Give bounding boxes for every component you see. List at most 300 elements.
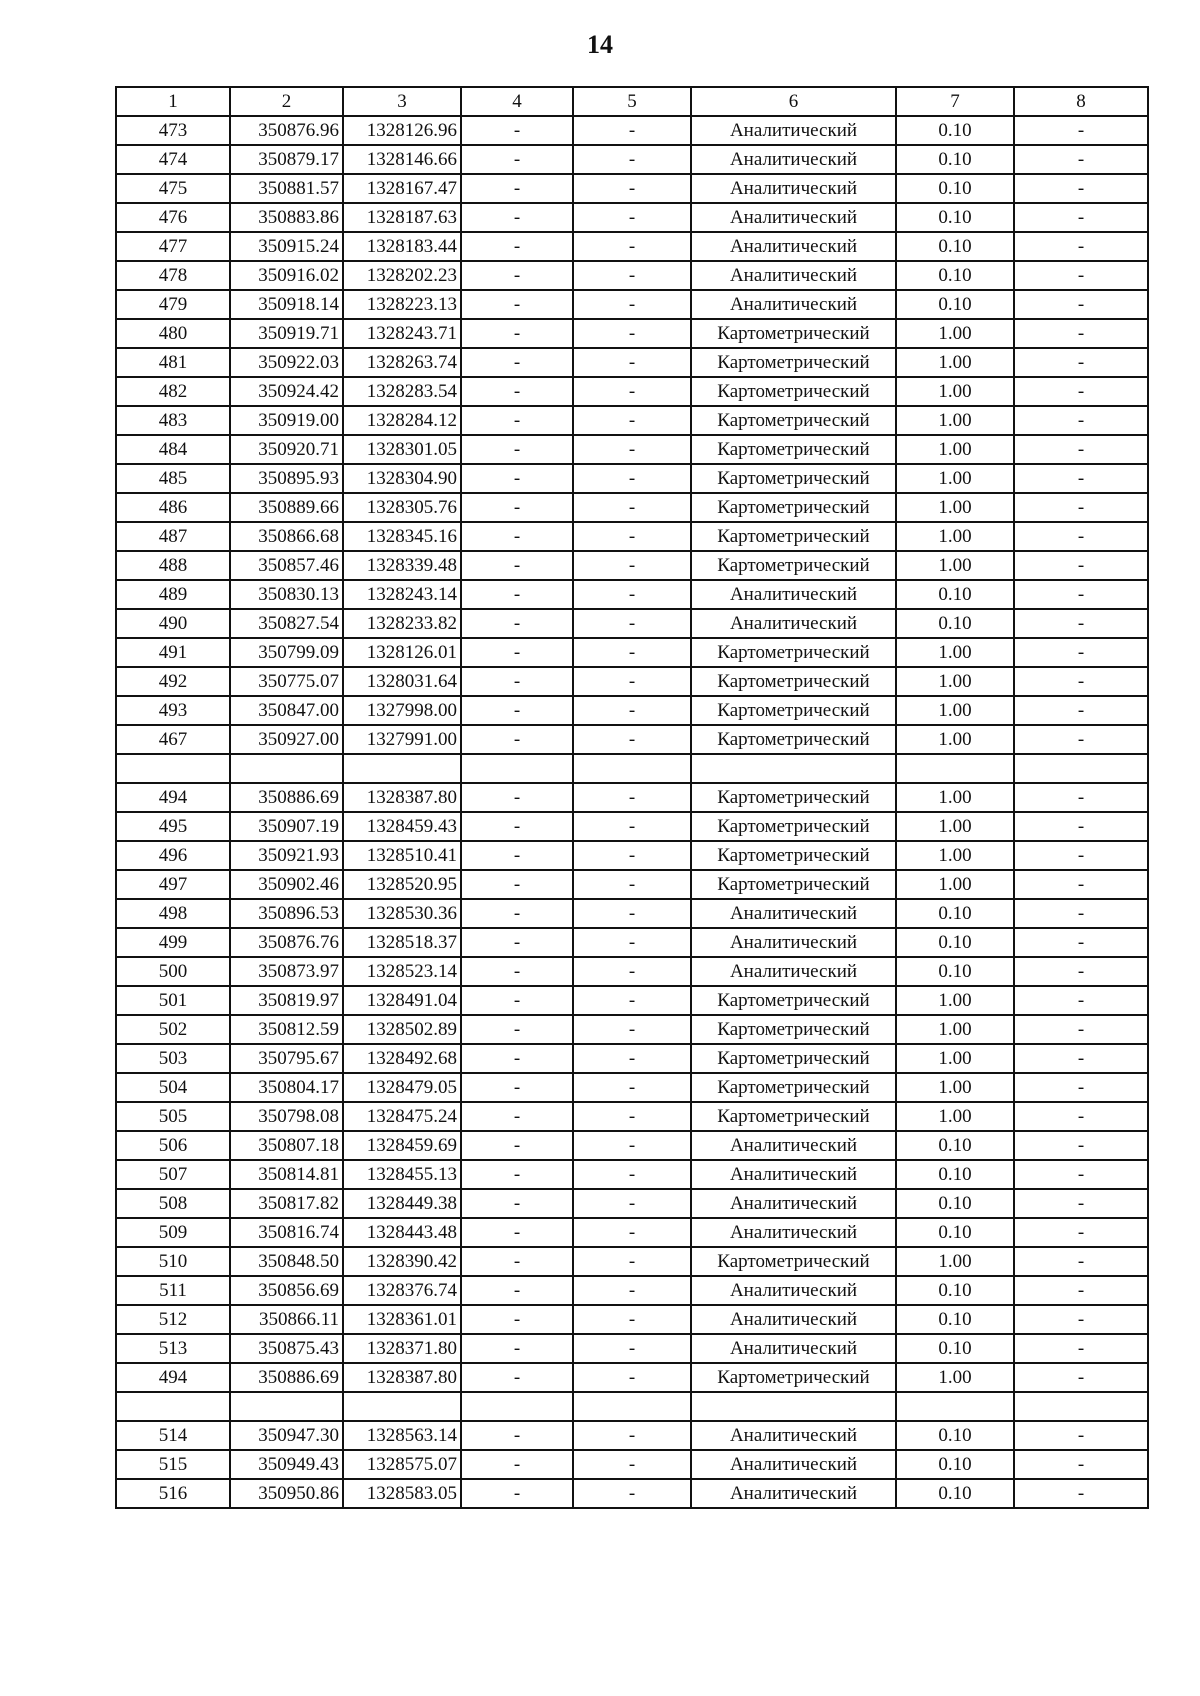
method-cell: Картометрический bbox=[691, 696, 896, 725]
col8-cell: - bbox=[1014, 1450, 1148, 1479]
y-coordinate-cell: 1328223.13 bbox=[343, 290, 461, 319]
col4-cell: - bbox=[461, 1305, 573, 1334]
col8-cell: - bbox=[1014, 1015, 1148, 1044]
col5-cell: - bbox=[573, 406, 691, 435]
point-number-cell bbox=[116, 754, 230, 783]
accuracy-cell: 1.00 bbox=[896, 870, 1014, 899]
y-coordinate-cell: 1328492.68 bbox=[343, 1044, 461, 1073]
y-coordinate-cell: 1328390.42 bbox=[343, 1247, 461, 1276]
table-row bbox=[116, 1276, 1148, 1305]
y-coordinate-cell: 1328518.37 bbox=[343, 928, 461, 957]
table-row bbox=[116, 551, 1148, 580]
y-coordinate-cell: 1328202.23 bbox=[343, 261, 461, 290]
col4-cell: - bbox=[461, 667, 573, 696]
x-coordinate-cell: 350876.96 bbox=[230, 116, 343, 145]
method-cell: Аналитический bbox=[691, 1276, 896, 1305]
point-number-cell: 467 bbox=[116, 725, 230, 754]
accuracy-cell: 1.00 bbox=[896, 493, 1014, 522]
col5-cell: - bbox=[573, 1015, 691, 1044]
col4-cell: - bbox=[461, 725, 573, 754]
accuracy-cell: 0.10 bbox=[896, 957, 1014, 986]
col8-cell bbox=[1014, 1392, 1148, 1421]
table-row bbox=[116, 1218, 1148, 1247]
accuracy-cell: 1.00 bbox=[896, 725, 1014, 754]
y-coordinate-cell: 1328376.74 bbox=[343, 1276, 461, 1305]
method-cell: Картометрический bbox=[691, 522, 896, 551]
accuracy-cell: 0.10 bbox=[896, 1421, 1014, 1450]
accuracy-cell: 1.00 bbox=[896, 348, 1014, 377]
point-number-cell: 483 bbox=[116, 406, 230, 435]
col5-cell: - bbox=[573, 609, 691, 638]
col8-cell: - bbox=[1014, 435, 1148, 464]
col4-cell: - bbox=[461, 1450, 573, 1479]
y-coordinate-cell: 1328523.14 bbox=[343, 957, 461, 986]
col8-cell: - bbox=[1014, 957, 1148, 986]
col8-cell: - bbox=[1014, 638, 1148, 667]
accuracy-cell bbox=[896, 1392, 1014, 1421]
col5-cell: - bbox=[573, 551, 691, 580]
col8-cell: - bbox=[1014, 290, 1148, 319]
col5-cell: - bbox=[573, 1421, 691, 1450]
col8-cell: - bbox=[1014, 377, 1148, 406]
point-number-cell: 506 bbox=[116, 1131, 230, 1160]
point-number-cell: 511 bbox=[116, 1276, 230, 1305]
point-number-cell: 494 bbox=[116, 783, 230, 812]
method-cell: Картометрический bbox=[691, 377, 896, 406]
table-row bbox=[116, 319, 1148, 348]
y-coordinate-cell: 1328243.71 bbox=[343, 319, 461, 348]
table-row bbox=[116, 841, 1148, 870]
method-cell: Аналитический bbox=[691, 232, 896, 261]
col5-cell: - bbox=[573, 841, 691, 870]
method-cell: Аналитический bbox=[691, 609, 896, 638]
table-row bbox=[116, 522, 1148, 551]
col5-cell: - bbox=[573, 1450, 691, 1479]
method-cell: Картометрический bbox=[691, 348, 896, 377]
table-row bbox=[116, 725, 1148, 754]
y-coordinate-cell bbox=[343, 1392, 461, 1421]
x-coordinate-cell: 350927.00 bbox=[230, 725, 343, 754]
col4-cell: - bbox=[461, 957, 573, 986]
point-number-cell: 487 bbox=[116, 522, 230, 551]
x-coordinate-cell: 350856.69 bbox=[230, 1276, 343, 1305]
col5-cell: - bbox=[573, 957, 691, 986]
method-cell: Картометрический bbox=[691, 638, 896, 667]
table-row bbox=[116, 1073, 1148, 1102]
y-coordinate-cell: 1328126.01 bbox=[343, 638, 461, 667]
page-number: 14 bbox=[587, 30, 613, 59]
x-coordinate-cell: 350907.19 bbox=[230, 812, 343, 841]
col8-cell: - bbox=[1014, 1363, 1148, 1392]
col8-cell: - bbox=[1014, 725, 1148, 754]
col8-cell: - bbox=[1014, 609, 1148, 638]
col8-cell: - bbox=[1014, 406, 1148, 435]
col4-cell: - bbox=[461, 1189, 573, 1218]
table-row bbox=[116, 580, 1148, 609]
col4-cell: - bbox=[461, 522, 573, 551]
col4-cell bbox=[461, 1392, 573, 1421]
y-coordinate-cell: 1328575.07 bbox=[343, 1450, 461, 1479]
method-cell: Аналитический bbox=[691, 203, 896, 232]
col8-cell: - bbox=[1014, 1421, 1148, 1450]
col4-cell: - bbox=[461, 377, 573, 406]
accuracy-cell: 1.00 bbox=[896, 1015, 1014, 1044]
x-coordinate-cell: 350866.11 bbox=[230, 1305, 343, 1334]
y-coordinate-cell: 1327991.00 bbox=[343, 725, 461, 754]
y-coordinate-cell: 1328563.14 bbox=[343, 1421, 461, 1450]
col5-cell: - bbox=[573, 116, 691, 145]
point-number-cell: 484 bbox=[116, 435, 230, 464]
col5-cell: - bbox=[573, 1131, 691, 1160]
col5-cell: - bbox=[573, 928, 691, 957]
x-coordinate-cell: 350919.71 bbox=[230, 319, 343, 348]
y-coordinate-cell: 1328479.05 bbox=[343, 1073, 461, 1102]
point-number-cell: 481 bbox=[116, 348, 230, 377]
col4-cell bbox=[461, 754, 573, 783]
table-row bbox=[116, 1392, 1148, 1421]
point-number-cell: 510 bbox=[116, 1247, 230, 1276]
point-number-cell: 488 bbox=[116, 551, 230, 580]
col5-cell: - bbox=[573, 1247, 691, 1276]
point-number-cell: 515 bbox=[116, 1450, 230, 1479]
method-cell bbox=[691, 1392, 896, 1421]
accuracy-cell: 0.10 bbox=[896, 174, 1014, 203]
point-number-cell: 489 bbox=[116, 580, 230, 609]
table-row bbox=[116, 116, 1148, 145]
column-header: 7 bbox=[896, 87, 1014, 116]
point-number-cell: 502 bbox=[116, 1015, 230, 1044]
col5-cell: - bbox=[573, 464, 691, 493]
table-row bbox=[116, 1044, 1148, 1073]
method-cell: Картометрический bbox=[691, 1073, 896, 1102]
col8-cell: - bbox=[1014, 348, 1148, 377]
accuracy-cell: 0.10 bbox=[896, 232, 1014, 261]
col8-cell: - bbox=[1014, 1131, 1148, 1160]
column-header: 4 bbox=[461, 87, 573, 116]
col4-cell: - bbox=[461, 1334, 573, 1363]
header-row bbox=[116, 87, 1148, 116]
table-row bbox=[116, 638, 1148, 667]
x-coordinate-cell: 350922.03 bbox=[230, 348, 343, 377]
method-cell: Картометрический bbox=[691, 783, 896, 812]
column-header: 5 bbox=[573, 87, 691, 116]
x-coordinate-cell: 350775.07 bbox=[230, 667, 343, 696]
col4-cell: - bbox=[461, 348, 573, 377]
accuracy-cell: 1.00 bbox=[896, 783, 1014, 812]
accuracy-cell: 0.10 bbox=[896, 580, 1014, 609]
table-row bbox=[116, 899, 1148, 928]
table-row bbox=[116, 1102, 1148, 1131]
col4-cell: - bbox=[461, 696, 573, 725]
x-coordinate-cell: 350819.97 bbox=[230, 986, 343, 1015]
col5-cell: - bbox=[573, 870, 691, 899]
col5-cell: - bbox=[573, 348, 691, 377]
method-cell: Аналитический bbox=[691, 1131, 896, 1160]
col8-cell: - bbox=[1014, 667, 1148, 696]
x-coordinate-cell: 350875.43 bbox=[230, 1334, 343, 1363]
col4-cell: - bbox=[461, 812, 573, 841]
y-coordinate-cell: 1328301.05 bbox=[343, 435, 461, 464]
method-cell: Аналитический bbox=[691, 1218, 896, 1247]
col5-cell: - bbox=[573, 1102, 691, 1131]
point-number-cell: 477 bbox=[116, 232, 230, 261]
table-row bbox=[116, 348, 1148, 377]
col8-cell: - bbox=[1014, 493, 1148, 522]
table-row bbox=[116, 1015, 1148, 1044]
point-number-cell: 476 bbox=[116, 203, 230, 232]
y-coordinate-cell: 1328387.80 bbox=[343, 1363, 461, 1392]
col4-cell: - bbox=[461, 174, 573, 203]
table-row bbox=[116, 493, 1148, 522]
accuracy-cell: 1.00 bbox=[896, 1363, 1014, 1392]
col8-cell: - bbox=[1014, 1334, 1148, 1363]
table-row bbox=[116, 1305, 1148, 1334]
x-coordinate-cell: 350886.69 bbox=[230, 1363, 343, 1392]
y-coordinate-cell: 1328530.36 bbox=[343, 899, 461, 928]
point-number-cell: 507 bbox=[116, 1160, 230, 1189]
col4-cell: - bbox=[461, 870, 573, 899]
col8-cell: - bbox=[1014, 870, 1148, 899]
method-cell: Картометрический bbox=[691, 667, 896, 696]
method-cell: Аналитический bbox=[691, 116, 896, 145]
x-coordinate-cell: 350949.43 bbox=[230, 1450, 343, 1479]
accuracy-cell: 0.10 bbox=[896, 1479, 1014, 1508]
table-row bbox=[116, 290, 1148, 319]
y-coordinate-cell: 1328583.05 bbox=[343, 1479, 461, 1508]
x-coordinate-cell: 350804.17 bbox=[230, 1073, 343, 1102]
col4-cell: - bbox=[461, 1218, 573, 1247]
column-header: 3 bbox=[343, 87, 461, 116]
accuracy-cell: 0.10 bbox=[896, 1450, 1014, 1479]
point-number-cell: 480 bbox=[116, 319, 230, 348]
column-header: 2 bbox=[230, 87, 343, 116]
col4-cell: - bbox=[461, 580, 573, 609]
table-row bbox=[116, 1363, 1148, 1392]
accuracy-cell: 1.00 bbox=[896, 1044, 1014, 1073]
y-coordinate-cell: 1328243.14 bbox=[343, 580, 461, 609]
table-row bbox=[116, 1160, 1148, 1189]
method-cell: Аналитический bbox=[691, 1421, 896, 1450]
y-coordinate-cell: 1328449.38 bbox=[343, 1189, 461, 1218]
x-coordinate-cell: 350816.74 bbox=[230, 1218, 343, 1247]
y-coordinate-cell: 1328031.64 bbox=[343, 667, 461, 696]
method-cell bbox=[691, 754, 896, 783]
accuracy-cell: 1.00 bbox=[896, 986, 1014, 1015]
x-coordinate-cell: 350881.57 bbox=[230, 174, 343, 203]
table-body bbox=[116, 116, 1148, 1508]
table-row bbox=[116, 754, 1148, 783]
y-coordinate-cell bbox=[343, 754, 461, 783]
col8-cell: - bbox=[1014, 1247, 1148, 1276]
point-number-cell: 478 bbox=[116, 261, 230, 290]
col5-cell: - bbox=[573, 1305, 691, 1334]
point-number-cell: 482 bbox=[116, 377, 230, 406]
table-row bbox=[116, 232, 1148, 261]
table-row bbox=[116, 1334, 1148, 1363]
method-cell: Аналитический bbox=[691, 1189, 896, 1218]
table-row bbox=[116, 145, 1148, 174]
col8-cell: - bbox=[1014, 116, 1148, 145]
table-row bbox=[116, 1247, 1148, 1276]
method-cell: Аналитический bbox=[691, 1334, 896, 1363]
col8-cell: - bbox=[1014, 464, 1148, 493]
y-coordinate-cell: 1328283.54 bbox=[343, 377, 461, 406]
x-coordinate-cell: 350896.53 bbox=[230, 899, 343, 928]
accuracy-cell: 1.00 bbox=[896, 377, 1014, 406]
col8-cell bbox=[1014, 754, 1148, 783]
y-coordinate-cell: 1328284.12 bbox=[343, 406, 461, 435]
x-coordinate-cell: 350889.66 bbox=[230, 493, 343, 522]
x-coordinate-cell: 350920.71 bbox=[230, 435, 343, 464]
y-coordinate-cell: 1328305.76 bbox=[343, 493, 461, 522]
point-number-cell: 505 bbox=[116, 1102, 230, 1131]
point-number-cell: 498 bbox=[116, 899, 230, 928]
col4-cell: - bbox=[461, 464, 573, 493]
col5-cell: - bbox=[573, 493, 691, 522]
x-coordinate-cell: 350873.97 bbox=[230, 957, 343, 986]
col5-cell: - bbox=[573, 377, 691, 406]
col4-cell: - bbox=[461, 1044, 573, 1073]
col4-cell: - bbox=[461, 116, 573, 145]
y-coordinate-cell: 1328167.47 bbox=[343, 174, 461, 203]
y-coordinate-cell: 1328371.80 bbox=[343, 1334, 461, 1363]
accuracy-cell: 0.10 bbox=[896, 203, 1014, 232]
y-coordinate-cell: 1328510.41 bbox=[343, 841, 461, 870]
col5-cell: - bbox=[573, 783, 691, 812]
accuracy-cell: 1.00 bbox=[896, 841, 1014, 870]
method-cell: Аналитический bbox=[691, 1479, 896, 1508]
col4-cell: - bbox=[461, 232, 573, 261]
col5-cell: - bbox=[573, 1363, 691, 1392]
col8-cell: - bbox=[1014, 319, 1148, 348]
accuracy-cell: 1.00 bbox=[896, 319, 1014, 348]
y-coordinate-cell: 1328520.95 bbox=[343, 870, 461, 899]
accuracy-cell: 1.00 bbox=[896, 435, 1014, 464]
col5-cell: - bbox=[573, 1218, 691, 1247]
y-coordinate-cell: 1328387.80 bbox=[343, 783, 461, 812]
col5-cell: - bbox=[573, 319, 691, 348]
x-coordinate-cell: 350812.59 bbox=[230, 1015, 343, 1044]
method-cell: Аналитический bbox=[691, 899, 896, 928]
table-row bbox=[116, 1189, 1148, 1218]
col5-cell: - bbox=[573, 812, 691, 841]
accuracy-cell: 1.00 bbox=[896, 551, 1014, 580]
x-coordinate-cell: 350950.86 bbox=[230, 1479, 343, 1508]
point-number-cell: 473 bbox=[116, 116, 230, 145]
col5-cell: - bbox=[573, 580, 691, 609]
accuracy-cell: 0.10 bbox=[896, 899, 1014, 928]
accuracy-cell: 0.10 bbox=[896, 145, 1014, 174]
point-number-cell: 516 bbox=[116, 1479, 230, 1508]
col4-cell: - bbox=[461, 609, 573, 638]
x-coordinate-cell: 350921.93 bbox=[230, 841, 343, 870]
point-number-cell: 492 bbox=[116, 667, 230, 696]
x-coordinate-cell: 350807.18 bbox=[230, 1131, 343, 1160]
accuracy-cell: 0.10 bbox=[896, 1131, 1014, 1160]
y-coordinate-cell: 1328475.24 bbox=[343, 1102, 461, 1131]
x-coordinate-cell: 350817.82 bbox=[230, 1189, 343, 1218]
x-coordinate-cell: 350916.02 bbox=[230, 261, 343, 290]
col8-cell: - bbox=[1014, 986, 1148, 1015]
col8-cell: - bbox=[1014, 1218, 1148, 1247]
y-coordinate-cell: 1328345.16 bbox=[343, 522, 461, 551]
col8-cell: - bbox=[1014, 522, 1148, 551]
x-coordinate-cell: 350830.13 bbox=[230, 580, 343, 609]
point-number-cell: 513 bbox=[116, 1334, 230, 1363]
coordinates-table bbox=[115, 86, 1149, 1509]
col4-cell: - bbox=[461, 1479, 573, 1508]
x-coordinate-cell: 350919.00 bbox=[230, 406, 343, 435]
method-cell: Картометрический bbox=[691, 812, 896, 841]
x-coordinate-cell: 350866.68 bbox=[230, 522, 343, 551]
x-coordinate-cell: 350883.86 bbox=[230, 203, 343, 232]
col8-cell: - bbox=[1014, 1276, 1148, 1305]
point-number-cell: 485 bbox=[116, 464, 230, 493]
col8-cell: - bbox=[1014, 174, 1148, 203]
col5-cell: - bbox=[573, 1160, 691, 1189]
col5-cell: - bbox=[573, 435, 691, 464]
point-number-cell: 496 bbox=[116, 841, 230, 870]
col5-cell: - bbox=[573, 667, 691, 696]
point-number-cell: 500 bbox=[116, 957, 230, 986]
col4-cell: - bbox=[461, 1363, 573, 1392]
point-number-cell: 497 bbox=[116, 870, 230, 899]
col4-cell: - bbox=[461, 986, 573, 1015]
method-cell: Аналитический bbox=[691, 1450, 896, 1479]
y-coordinate-cell: 1328126.96 bbox=[343, 116, 461, 145]
col8-cell: - bbox=[1014, 1479, 1148, 1508]
method-cell: Картометрический bbox=[691, 1102, 896, 1131]
col8-cell: - bbox=[1014, 1073, 1148, 1102]
method-cell: Картометрический bbox=[691, 1044, 896, 1073]
x-coordinate-cell: 350879.17 bbox=[230, 145, 343, 174]
col5-cell: - bbox=[573, 261, 691, 290]
col4-cell: - bbox=[461, 319, 573, 348]
col8-cell: - bbox=[1014, 203, 1148, 232]
col8-cell: - bbox=[1014, 261, 1148, 290]
method-cell: Картометрический bbox=[691, 493, 896, 522]
col4-cell: - bbox=[461, 928, 573, 957]
column-header: 8 bbox=[1014, 87, 1148, 116]
col8-cell: - bbox=[1014, 841, 1148, 870]
col4-cell: - bbox=[461, 261, 573, 290]
y-coordinate-cell: 1328183.44 bbox=[343, 232, 461, 261]
accuracy-cell: 0.10 bbox=[896, 1305, 1014, 1334]
col4-cell: - bbox=[461, 1276, 573, 1305]
point-number-cell: 493 bbox=[116, 696, 230, 725]
col5-cell: - bbox=[573, 290, 691, 319]
y-coordinate-cell: 1328233.82 bbox=[343, 609, 461, 638]
x-coordinate-cell: 350848.50 bbox=[230, 1247, 343, 1276]
x-coordinate-cell: 350827.54 bbox=[230, 609, 343, 638]
y-coordinate-cell: 1328339.48 bbox=[343, 551, 461, 580]
col5-cell: - bbox=[573, 1073, 691, 1102]
col4-cell: - bbox=[461, 1421, 573, 1450]
method-cell: Аналитический bbox=[691, 290, 896, 319]
y-coordinate-cell: 1328459.43 bbox=[343, 812, 461, 841]
col5-cell bbox=[573, 754, 691, 783]
table-row bbox=[116, 870, 1148, 899]
x-coordinate-cell: 350795.67 bbox=[230, 1044, 343, 1073]
method-cell: Аналитический bbox=[691, 261, 896, 290]
col5-cell: - bbox=[573, 1334, 691, 1363]
col5-cell: - bbox=[573, 145, 691, 174]
x-coordinate-cell: 350798.08 bbox=[230, 1102, 343, 1131]
table-row bbox=[116, 1421, 1148, 1450]
col5-cell: - bbox=[573, 899, 691, 928]
x-coordinate-cell: 350918.14 bbox=[230, 290, 343, 319]
method-cell: Картометрический bbox=[691, 986, 896, 1015]
